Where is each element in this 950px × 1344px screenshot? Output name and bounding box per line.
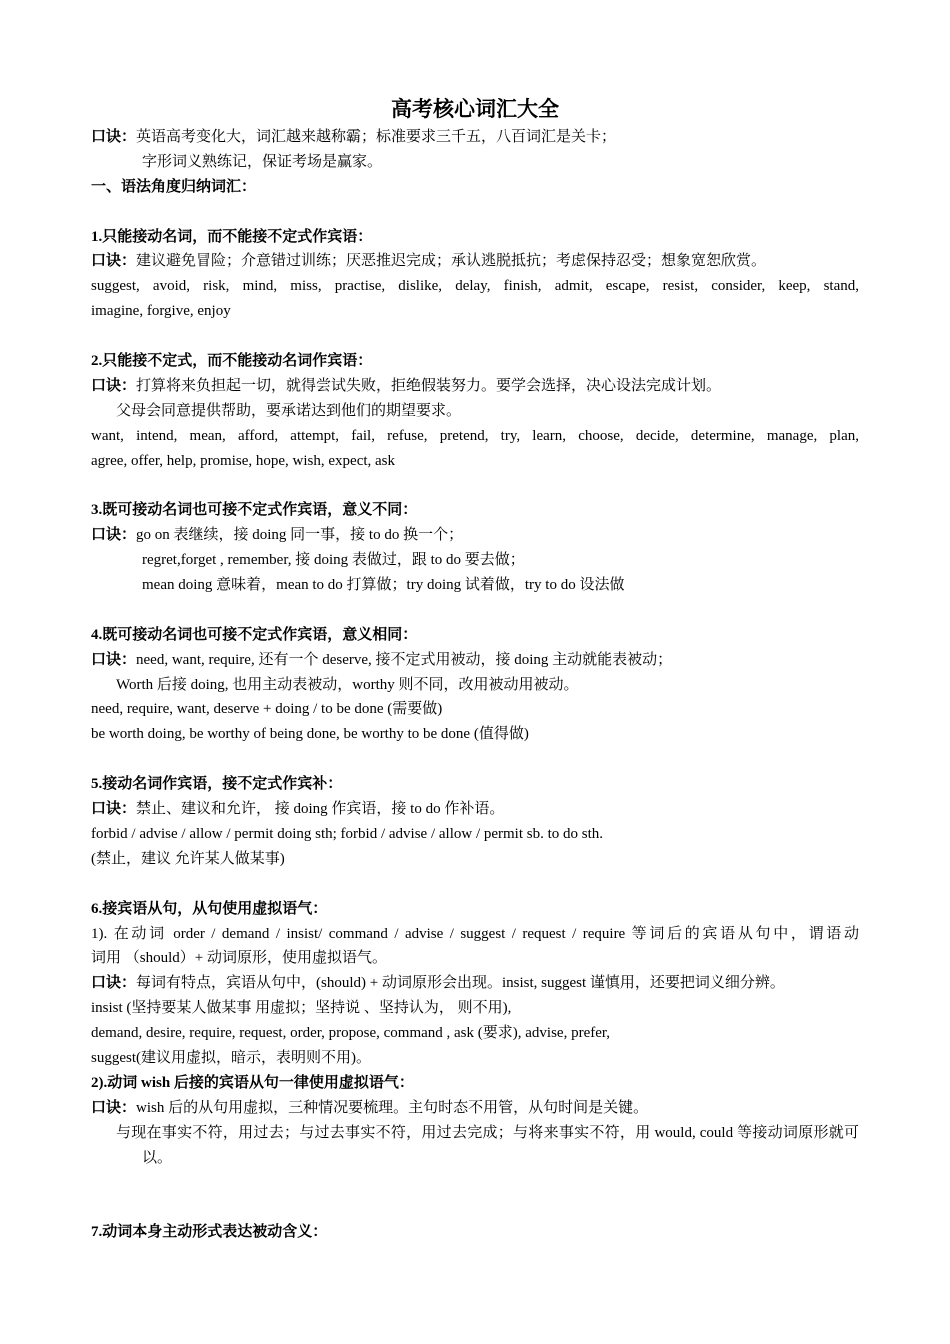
s4-line-3: need, require, want, deserve + doing / to be done (需要做) [91, 701, 443, 718]
s2-heading: 2.只能接不定式，而不能接动名词作宾语： [91, 353, 373, 370]
s5-line-1 [91, 797, 859, 822]
mnemonic-label: 口诀： [91, 975, 137, 992]
spacer [91, 473, 859, 498]
s6-wish-para: 与现在事实不符，用过去；与过去事实不符，用过去完成；与将来事实不符，用 would, could 等接动词原形就可以。 [116, 1124, 859, 1166]
s6-wish-text: wish 后的从句用虚拟，三种情况要梳理。主句时态不用管，从句时间是关键。 [136, 1099, 649, 1116]
s2-words-2: agree, offer, help, promise, hope, wish, expect, ask [91, 452, 396, 469]
s7-heading: 7.动词本身主动形式表达被动含义： [91, 1224, 328, 1241]
s6-para1-line-2: 词用 （should）+ 动词原形，使用虚拟语气。 [91, 950, 387, 967]
s6-demand-line: demand, desire, require, request, order, propose, command , ask (要求), advise, prefer, [91, 1025, 611, 1042]
intro-line-1 [91, 125, 859, 150]
spacer [91, 598, 859, 623]
s5-line-2: forbid / advise / allow / permit doing sth; forbid / advise / allow / permit sb. to do sth. [91, 825, 604, 842]
mnemonic-label: 口诀： [91, 527, 137, 544]
s6-rhyme [91, 971, 859, 996]
mnemonic-label: 口诀： [91, 253, 137, 270]
s6-rhyme-text: 每词有特点，宾语从句中，(should) + 动词原形会出现。insist, suggest 谨慎用，还要把词义细分辨。 [136, 975, 785, 992]
s3-heading: 3.既可接动名词也可接不定式作宾语，意义不同： [91, 502, 418, 519]
s5-heading: 5.接动名词作宾语，接不定式作宾补： [91, 776, 343, 793]
s3-line-3: mean doing 意味着，mean to do 打算做；try doing 试着做，try to do 设法做 [142, 577, 625, 594]
spacer [91, 872, 859, 897]
mnemonic-label: 口诀： [91, 1099, 137, 1116]
s1-words-2: imagine, forgive, enjoy [91, 303, 231, 320]
section-heading: 一、语法角度归纳词汇： [91, 178, 257, 195]
s2-rhyme-1 [91, 374, 859, 399]
mnemonic-label: 口诀： [91, 801, 137, 818]
spacer [91, 1170, 859, 1220]
s5-line-1-text: 禁止、建议和允许， 接 doing 作宾语，接 to do 作补语。 [136, 801, 505, 818]
mnemonic-label: 口诀： [91, 651, 137, 668]
spacer [91, 747, 859, 772]
s2-words-1: want, intend, mean, afford, attempt, fail, refuse, pretend, try, learn, choose, decide, determine, manage, plan, [91, 427, 859, 444]
s4-line-1-text: need, want, require, 还有一个 deserve, 接不定式用被动，接 doing 主动就能表被动； [136, 651, 673, 668]
intro-rhyme-2: 字形词义熟练记，保证考场是赢家。 [142, 153, 383, 170]
s3-line-1 [91, 523, 859, 548]
mnemonic-label: 口诀： [91, 377, 137, 394]
s4-heading: 4.既可接动名词也可接不定式作宾语，意义相同： [91, 626, 418, 643]
s5-line-3: (禁止，建议 允许某人做某事) [91, 850, 285, 867]
s3-line-2: regret,forget , remember, 接 doing 表做过，跟 to do 要去做； [142, 552, 525, 569]
s1-rhyme [91, 249, 859, 274]
s1-heading: 1.只能接动名词，而不能接不定式作宾语： [91, 228, 373, 245]
s4-line-4: be worth doing, be worthy of being done, be worthy to be done (值得做) [91, 726, 529, 743]
document-page [91, 93, 859, 1245]
s4-line-1 [91, 648, 859, 673]
page-title: 高考核心词汇大全 [391, 97, 559, 121]
s6-suggest-line: suggest(建议用虚拟，暗示，表明则不用)。 [91, 1049, 371, 1066]
s6-insist-line: insist (坚持要某人做某事 用虚拟；坚持说 、坚持认为， 则不用), [91, 1000, 512, 1017]
s2-rhyme-text: 打算将来负担起一切，就得尝试失败，拒绝假装努力。要学会选择，决心设法完成计划。 [136, 377, 722, 394]
intro-rhyme-1: 英语高考变化大，词汇越来越称霸；标准要求三千五，八百词汇是关卡； [136, 129, 617, 145]
spacer [91, 200, 859, 225]
s6-wish-line [91, 1096, 859, 1121]
s6-para1-line-1: 1). 在动词 order / demand / insist/ command / advise / suggest / request / require 等词后的宾语从句中，谓语动 [91, 925, 859, 942]
s4-line-2: Worth 后接 doing, 也用主动表被动，worthy 则不同，改用被动用被动。 [116, 676, 579, 693]
s6-heading: 6.接宾语从句，从句使用虚拟语气： [91, 900, 328, 917]
spacer [91, 324, 859, 349]
s1-rhyme-text: 建议避免冒险；介意错过训练；厌恶推迟完成；承认逃脱抵抗；考虑保持忍受；想象宽恕欣赏。 [136, 253, 767, 270]
s6-sub2-heading: 2).动词 wish 后接的宾语从句一律使用虚拟语气： [91, 1074, 414, 1091]
s1-words-1: suggest, avoid, risk, mind, miss, practise, dislike, delay, finish, admit, escape, resist, consider, keep, stand, [91, 278, 859, 295]
s2-rhyme-2: 父母会同意提供帮助，要承诺达到他们的期望要求。 [116, 402, 462, 419]
s3-line-1-text: go on 表继续，接 doing 同一事，接 to do 换一个； [136, 527, 464, 544]
mnemonic-label: 口诀： [91, 129, 137, 145]
